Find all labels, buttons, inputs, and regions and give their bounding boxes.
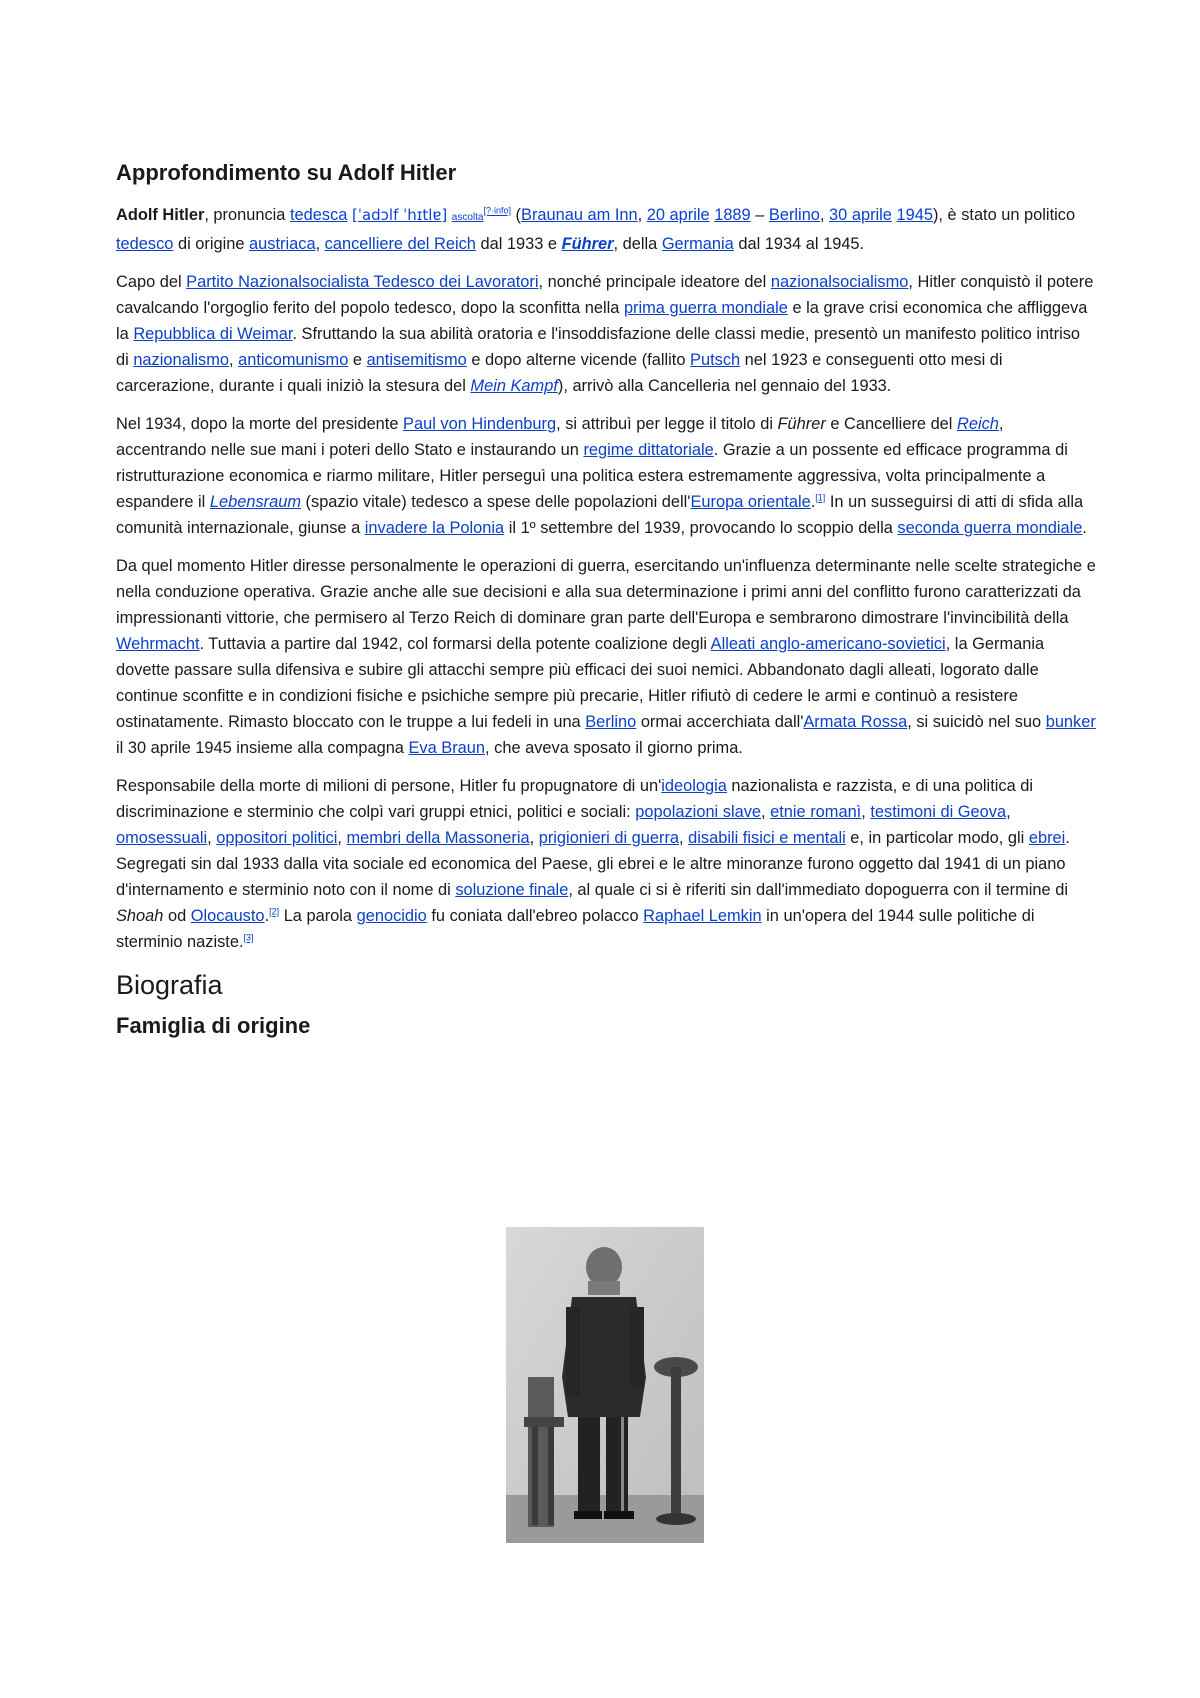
heading-biografia: Biografia: [116, 970, 223, 1000]
link-alleati[interactable]: Alleati anglo-americano-sovietici: [710, 635, 946, 653]
link-anticomunismo[interactable]: anticomunismo: [238, 351, 349, 369]
link-polonia[interactable]: invadere la Polonia: [364, 519, 505, 537]
link-prigionieri[interactable]: prigionieri di guerra: [538, 829, 680, 847]
link-fuhrer[interactable]: Führer: [561, 235, 614, 253]
link-partito[interactable]: Partito Nazionalsocialista Tedesco dei Lavoratori: [186, 273, 539, 291]
link-info[interactable]: [?·info]: [483, 205, 511, 216]
link-rom[interactable]: etnie romanì: [770, 803, 862, 821]
link-cancelliere[interactable]: cancelliere del Reich: [324, 235, 476, 253]
link-nazionalsocialismo[interactable]: nazionalsocialismo: [770, 273, 909, 291]
link-mein-kampf[interactable]: Mein Kampf: [470, 377, 558, 395]
link-soluzione-finale[interactable]: soluzione finale: [455, 881, 569, 899]
footnote-2[interactable]: [2]: [269, 906, 280, 917]
link-weimar[interactable]: Repubblica di Weimar: [133, 325, 293, 343]
link-braunau[interactable]: Braunau am Inn: [521, 206, 638, 224]
paragraph-responsabile: Responsabile della morte di milioni di persone, Hitler fu propugnatore di un'ideologia nazionalista e razzista, e di una politica di discriminazione e sterminio che colpì vari gruppi etnici, politici e sociali: popolazioni slave, etnie romanì, testimoni di Geova, omosessuali, oppositori politici, membri della Massoneria, prigionieri di guerra, disabili fisici e mentali e, in particolar modo, gli ebrei. Segregati sin dal 1933 dalla vita sociale ed economica del Paese, gli ebrei e le altre minoranze furono oggetto dal 1941 di un piano d'internamento e sterminio noto con il nome di soluzione finale, al quale ci si è riferiti sin dall'immediato dopoguerra con il termine di Shoah od Olocausto.[2] La parola genocidio fu coniata dall'ebreo polacco Raphael Lemkin in un'opera del 1944 sulle politiche di sterminio naziste.[3]: [116, 777, 1070, 951]
link-1945[interactable]: 1945: [896, 206, 933, 224]
page-title: Approfondimento su Adolf Hitler: [116, 160, 457, 185]
link-germania[interactable]: Germania: [661, 235, 734, 253]
link-berlino-2[interactable]: Berlino: [585, 713, 637, 731]
link-ipa[interactable]: [ˈadɔlf ˈhɪtlɐ]: [351, 206, 448, 224]
subject-name: Adolf Hitler: [116, 206, 205, 224]
link-antisemitismo[interactable]: antisemitismo: [366, 351, 467, 369]
link-tedesca[interactable]: tedesca: [289, 206, 348, 224]
portrait-image: [506, 1227, 704, 1543]
link-eva-braun[interactable]: Eva Braun: [408, 739, 486, 757]
link-lebensraum[interactable]: Lebensraum: [209, 493, 301, 511]
link-regime[interactable]: regime dittatoriale: [583, 441, 714, 459]
link-ebrei[interactable]: ebrei: [1028, 829, 1066, 847]
link-lemkin[interactable]: Raphael Lemkin: [643, 907, 762, 925]
paragraph-guerra: Da quel momento Hitler diresse personalmente le operazioni di guerra, esercitando un'influenza determinante nelle scelte strategiche e nella conduzione operativa. Grazie anche alle sue decisioni e alla sua determinazione i primi anni del conflitto furono caratterizzati da impressionanti vittorie, che permisero al Terzo Reich di dominare gran parte dell'Europa e sembrarono dimostrare l'invincibilità della Wehrmacht. Tuttavia a partire dal 1942, col formarsi della potente coalizione degli Alleati anglo-americano-sovietici, la Germania dovette passare sulla difensiva e subire gli attacchi sempre più efficaci dei suoi nemici. Abbandonato dagli alleati, logorato dalle continue sconfitte e in condizioni fisiche e psichiche sempre più precarie, Hitler rifiutò di cedere le armi e continuò a resistere ostinatamente. Rimasto bloccato con le truppe a lui fedeli in una Berlino ormai accerchiata dall'Armata Rossa, si suicidò nel suo bunker il 30 aprile 1945 insieme alla compagna Eva Braun, che aveva sposato il giorno prima.: [116, 557, 1096, 757]
paragraph-1934: Nel 1934, dopo la morte del presidente Paul von Hindenburg, si attribuì per legge il titolo di Führer e Cancelliere del Reich, accentrando nelle sue mani i poteri dello Stato e instaurando un regime dittatoriale. Grazie a un possente ed efficace programma di ristrutturazione economica e riarmo militare, Hitler perseguì una politica estera estremamente aggressiva, volta principalmente a espandere il Lebensraum (spazio vitale) tedesco a spese delle popolazioni dell'Europa orientale.[1] In un susseguirsi di atti di sfida alla comunità internazionale, giunse a invadere la Polonia il 1º settembre del 1939, provocando lo scoppio della seconda guerra mondiale.: [116, 415, 1087, 537]
link-europa-orientale[interactable]: Europa orientale: [690, 493, 811, 511]
link-ideologia[interactable]: ideologia: [661, 777, 727, 795]
link-massoneria[interactable]: membri della Massoneria: [346, 829, 530, 847]
heading-famiglia-origine: Famiglia di origine: [116, 1013, 311, 1038]
link-olocausto[interactable]: Olocausto: [190, 907, 265, 925]
link-armata-rossa[interactable]: Armata Rossa: [803, 713, 908, 731]
link-30-aprile[interactable]: 30 aprile: [829, 206, 892, 224]
link-seconda-guerra[interactable]: seconda guerra mondiale: [897, 519, 1083, 537]
link-berlino[interactable]: Berlino: [768, 206, 820, 224]
link-geova[interactable]: testimoni di Geova: [870, 803, 1007, 821]
link-hindenburg[interactable]: Paul von Hindenburg: [403, 415, 557, 433]
link-bunker[interactable]: bunker: [1045, 713, 1096, 731]
link-prima-guerra[interactable]: prima guerra mondiale: [623, 299, 788, 317]
link-genocidio[interactable]: genocidio: [356, 907, 427, 925]
link-slave[interactable]: popolazioni slave: [635, 803, 762, 821]
footnote-3[interactable]: [3]: [243, 932, 254, 943]
link-ascolta[interactable]: ascolta: [451, 212, 484, 223]
link-putsch[interactable]: Putsch: [690, 351, 741, 369]
portrait-photo: [506, 1227, 704, 1543]
link-tedesco[interactable]: tedesco: [116, 235, 174, 253]
link-20-aprile[interactable]: 20 aprile: [646, 206, 710, 224]
link-oppositori[interactable]: oppositori politici: [216, 829, 338, 847]
link-disabili[interactable]: disabili fisici e mentali: [688, 829, 846, 847]
link-reich[interactable]: Reich: [957, 415, 999, 433]
paragraph-intro: Adolf Hitler, pronuncia tedesca [ˈadɔlf ˈhɪtlɐ] ascolta[?·info] (Braunau am Inn, 20 aprile 1889 – Berlino, 30 aprile 1945), è stato un politico tedesco di origine austriaca, cancelliere del Reich dal 1933 e Führer, della Germania dal 1934 al 1945.: [116, 205, 1076, 253]
article-body: [116, 158, 1096, 1053]
footnote-1[interactable]: [1]: [815, 492, 826, 503]
link-1889[interactable]: 1889: [714, 206, 751, 224]
link-austriaca[interactable]: austriaca: [249, 235, 316, 253]
link-nazionalismo[interactable]: nazionalismo: [133, 351, 229, 369]
link-omosessuali[interactable]: omosessuali: [116, 829, 208, 847]
link-wehrmacht[interactable]: Wehrmacht: [116, 635, 200, 653]
paragraph-capo: Capo del Partito Nazionalsocialista Tedesco dei Lavoratori, nonché principale ideatore del nazionalsocialismo, Hitler conquistò il potere cavalcando l'orgoglio ferito del popolo tedesco, dopo la sconfitta nella prima guerra mondiale e la grave crisi economica che affliggeva la Repubblica di Weimar. Sfruttando la sua abilità oratoria e l'insoddisfazione delle classi medie, presentò un manifesto politico intriso di nazionalismo, anticomunismo e antisemitismo e dopo alterne vicende (fallito Putsch nel 1923 e conseguenti otto mesi di carcerazione, durante i quali iniziò la stesura del Mein Kampf), arrivò alla Cancelleria nel gennaio del 1933.: [116, 273, 1094, 395]
